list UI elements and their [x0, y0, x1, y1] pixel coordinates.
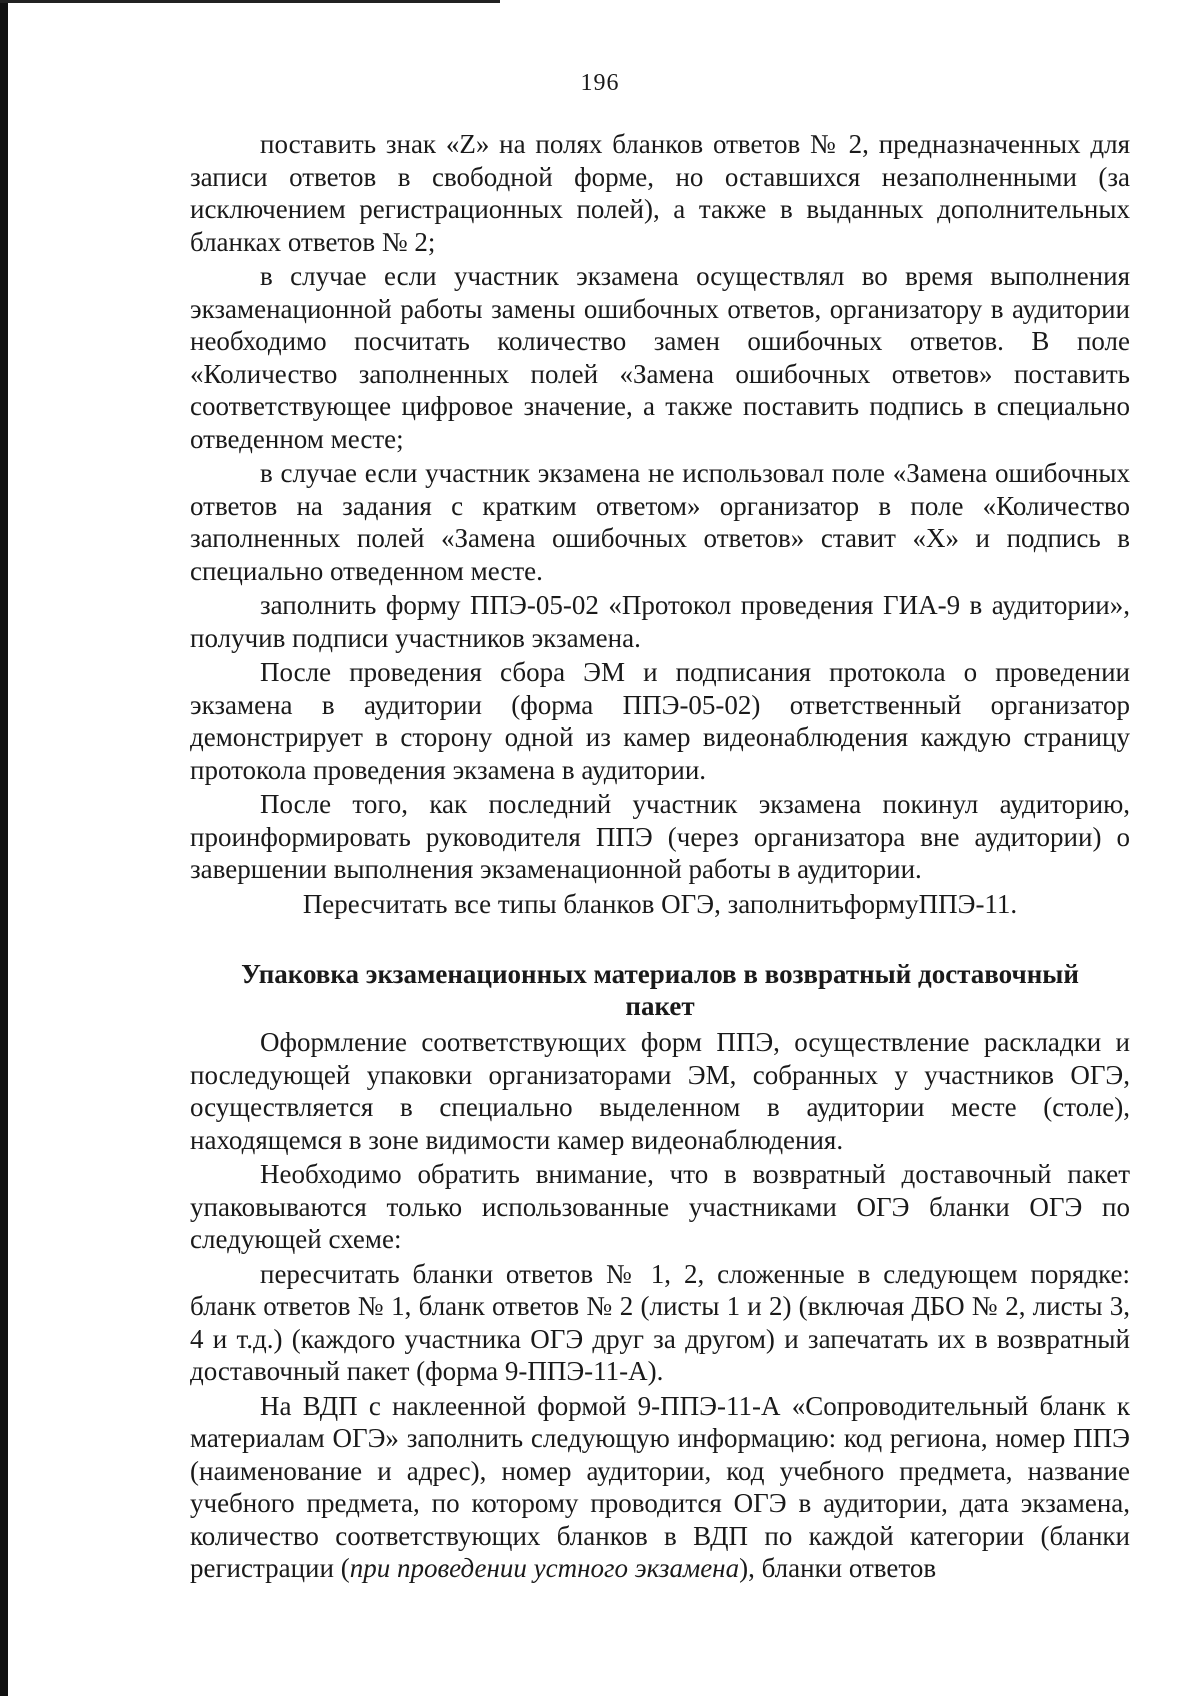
- paragraph-show-protocol: После проведения сбора ЭМ и подписания протокола о проведении экзамена в аудитории (форма ППЭ-05-02) ответственный организатор демонстрирует в сторону одной из камер видеонаблюдения каждую страницу протокола проведения экзамена в аудитории.: [190, 657, 1130, 785]
- page-number: 196: [580, 70, 620, 96]
- paragraph-attention: Необходимо обратить внимание, что в возвратный доставочный пакет упаковываются только использованные участниками ОГЭ бланки ОГЭ по следующей схеме:: [190, 1159, 1130, 1254]
- vdp-text-part2: ), бланки ответов: [739, 1553, 937, 1583]
- scan-edge-left: [0, 0, 8, 1696]
- paragraph-recount-blanks: пересчитать бланки ответов № 1, 2, сложенные в следующем порядке: бланк ответов № 1, бланк ответов № 2 (листы 1 и 2) (включая ДБО № 2, листы 3, 4 и т.д.) (каждого участника ОГЭ друг за другом) и запечатать их в возвратный доставочный пакет (форма 9-ППЭ-11-А).: [190, 1258, 1130, 1386]
- section-heading-line1: Упаковка экзаменационных материалов в возвратный доставочный: [241, 959, 1079, 989]
- vdp-text-italic: при проведении устного экзамена: [349, 1553, 740, 1583]
- paragraph-vdp-info: [190, 1390, 1130, 1585]
- section-heading: [190, 958, 1130, 1022]
- paragraph-forms-layout: Оформление соответствующих форм ППЭ, осуществление раскладки и последующей упаковки организаторами ЭМ, собранных у участников ОГЭ, осуществляется в специально выделенном в аудитории месте (столе), находящемся в зоне видимости камер видеонаблюдения.: [190, 1027, 1130, 1155]
- paragraph-recount: Пересчитать все типы бланков ОГЭ, заполнитьформуППЭ-11.: [302, 888, 1018, 919]
- scan-edge-top: [0, 0, 500, 3]
- vdp-text-part1: На ВДП с наклеенной формой 9-ППЭ-11-А «Сопроводительный бланк к материалам ОГЭ» заполнить следующую информацию: код региона, номер ППЭ (наименование и адрес), номер аудитории, код учебного предмета, название учебного предмета, по которому проводится ОГЭ в аудитории, дата экзамена, количество соответствующих бланков в ВДП по каждой категории (бланки регистрации (: [190, 1390, 1130, 1583]
- paragraph-inform-head: После того, как последний участник экзамена покинул аудиторию, проинформировать руководителя ППЭ (через организатора вне аудитории) о завершении выполнения экзаменационной работы в аудитории.: [190, 789, 1130, 884]
- document-body: [190, 128, 1130, 1587]
- section-heading-line2: пакет: [625, 991, 695, 1021]
- paragraph-replacements-count: в случае если участник экзамена осуществлял во время выполнения экзаменационной работы замены ошибочных ответов, организатору в аудитории необходимо посчитать количество замен ошибочных ответов. В поле «Количество заполненных полей «Замена ошибочных ответов» поставить соответствующее цифровое значение, а также поставить подпись в специально отведенном месте;: [190, 261, 1130, 454]
- paragraph-fill-form: заполнить форму ППЭ-05-02 «Протокол проведения ГИА-9 в аудитории», получив подписи участников экзамена.: [190, 590, 1130, 653]
- paragraph-no-replacements: в случае если участник экзамена не использовал поле «Замена ошибочных ответов на задания с кратким ответом» организатор в поле «Количество заполненных полей «Замена ошибочных ответов» ставит «X» и подпись в специально отведенном месте.: [190, 458, 1130, 586]
- paragraph-mark-z: поставить знак «Z» на полях бланков ответов № 2, предназначенных для записи ответов в свободной форме, но оставшихся незаполненными (за исключением регистрационных полей), а также в выданных дополнительных бланках ответов № 2;: [190, 129, 1130, 257]
